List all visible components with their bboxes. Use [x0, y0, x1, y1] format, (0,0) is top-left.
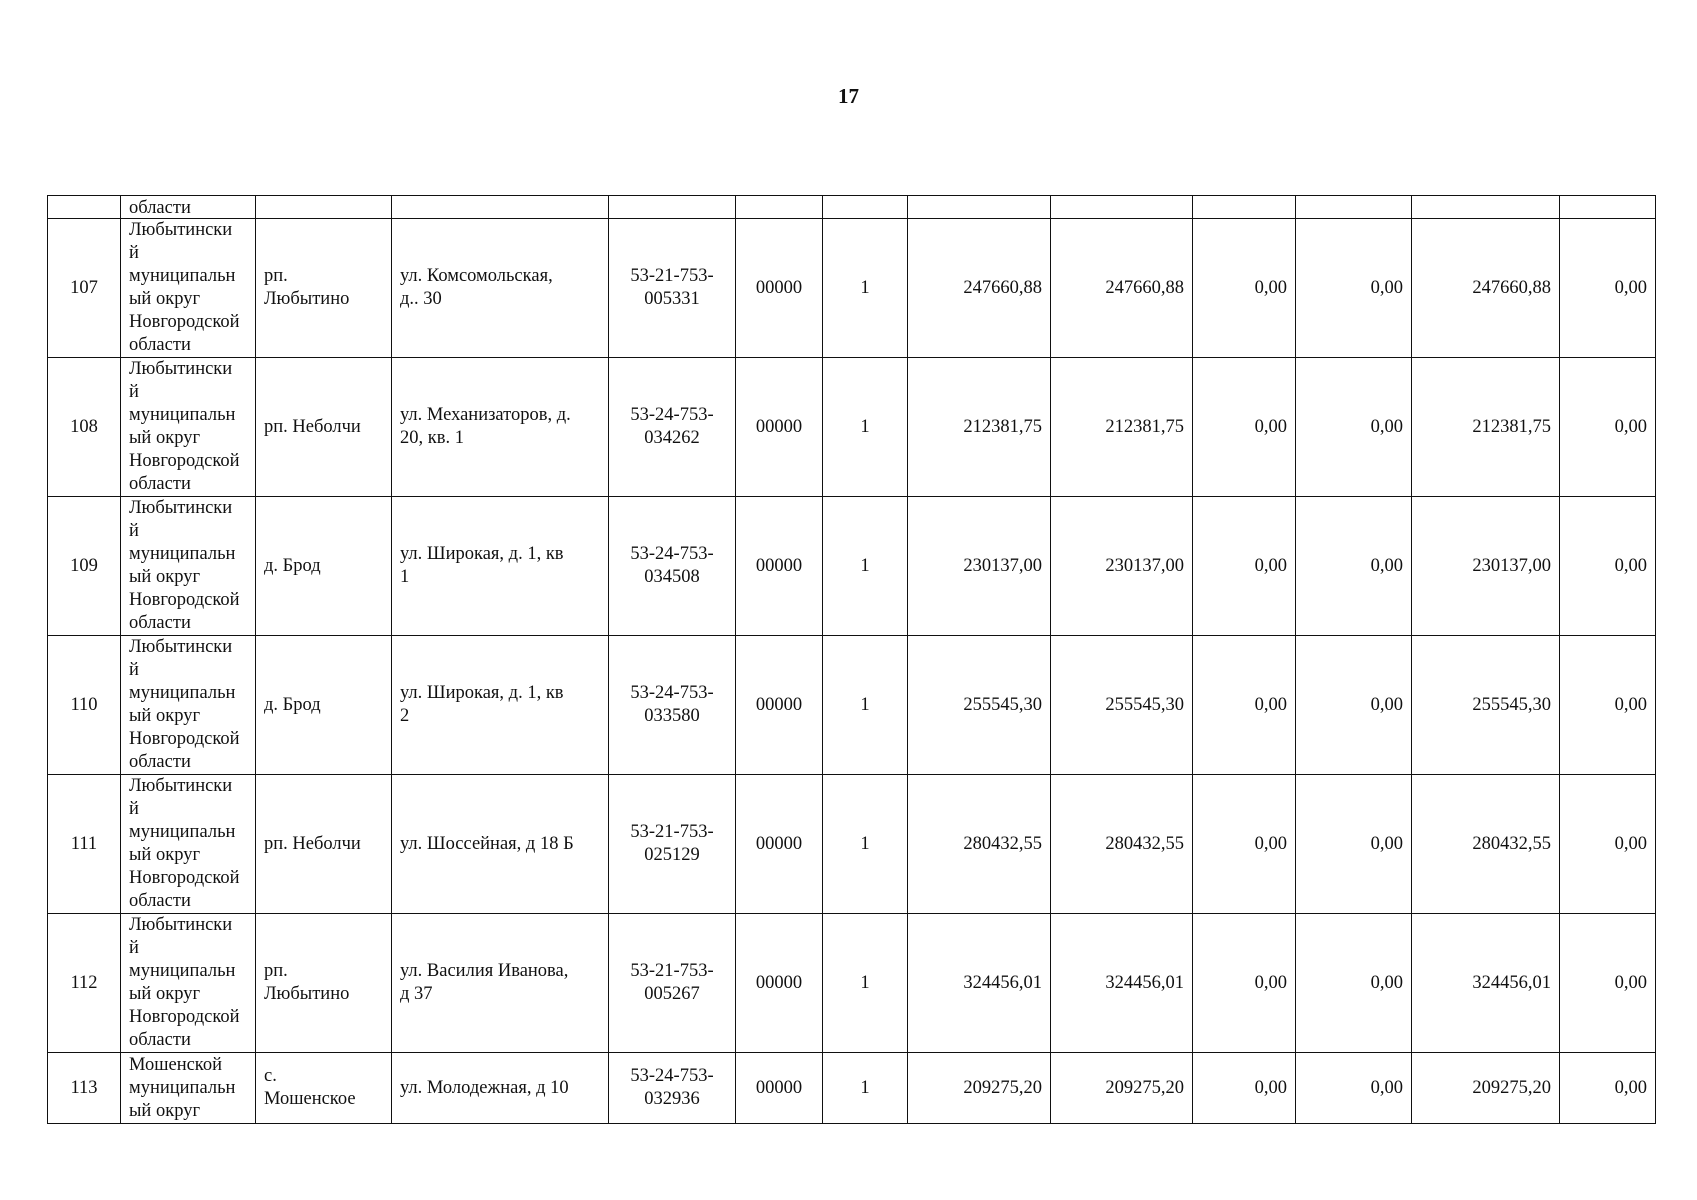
- cell-value-2-text: 230137,00: [1105, 555, 1184, 576]
- cell-municipality-text: Любытински й муниципальн ый округ Новгородской области: [129, 915, 240, 1050]
- cell-value-1: [908, 1053, 1051, 1124]
- cell-code: [736, 914, 823, 1053]
- cell-value-3: [1193, 358, 1296, 497]
- cell-cadastral-text: 53-24-753- 033580: [630, 683, 714, 726]
- cell-code-text: 00000: [755, 833, 803, 854]
- registry-table: [47, 195, 1656, 1124]
- cell-address: [392, 358, 609, 497]
- cell-count: [823, 358, 908, 497]
- cell-num: [48, 219, 121, 358]
- cell-value-6: [1560, 219, 1656, 358]
- cell-locality-text: д. Брод: [264, 694, 321, 715]
- cell-locality-text: рп. Любытино: [264, 266, 350, 309]
- cell-value-3-text: 0,00: [1254, 555, 1287, 576]
- cell-address: [392, 636, 609, 775]
- cell-value-4-text: 0,00: [1370, 1077, 1403, 1098]
- cell-code-text: 00000: [755, 1077, 803, 1098]
- cell-value-1: [908, 636, 1051, 775]
- cell-code-text: 00000: [755, 694, 803, 715]
- cell-value-6: [1560, 196, 1656, 219]
- cell-value-3: [1193, 914, 1296, 1053]
- cell-num: [48, 497, 121, 636]
- cell-value-5: [1412, 219, 1560, 358]
- cell-value-5: [1412, 636, 1560, 775]
- cell-num-text: 111: [70, 833, 98, 854]
- cell-num-text: 109: [70, 555, 98, 576]
- cell-count-text: 1: [860, 1077, 870, 1098]
- cell-value-2: [1051, 914, 1193, 1053]
- cell-municipality-text: Любытински й муниципальн ый округ Новгородской области: [129, 776, 240, 911]
- cell-count: [823, 1053, 908, 1124]
- cell-value-5-text: 247660,88: [1472, 277, 1551, 298]
- cell-value-6: [1560, 775, 1656, 914]
- cell-code: [736, 219, 823, 358]
- cell-count: [823, 914, 908, 1053]
- cell-value-5: [1412, 775, 1560, 914]
- table-row: [48, 914, 1656, 1053]
- cell-count: [823, 196, 908, 219]
- cell-value-5-text: 230137,00: [1472, 555, 1551, 576]
- cell-locality: [256, 1053, 392, 1124]
- cell-address: [392, 775, 609, 914]
- cell-num: [48, 636, 121, 775]
- cell-value-5-text: 255545,30: [1472, 694, 1551, 715]
- cell-cadastral-text: 53-21-753- 025129: [630, 822, 714, 865]
- cell-value-3: [1193, 196, 1296, 219]
- cell-value-3-text: 0,00: [1254, 416, 1287, 437]
- cell-value-3-text: 0,00: [1254, 277, 1287, 298]
- cell-value-4-text: 0,00: [1370, 555, 1403, 576]
- cell-locality: [256, 775, 392, 914]
- cell-count-text: 1: [860, 555, 870, 576]
- cell-value-2: [1051, 358, 1193, 497]
- cell-locality-text: с. Мошенское: [264, 1066, 356, 1109]
- cell-value-4: [1296, 775, 1412, 914]
- cell-count-text: 1: [860, 972, 870, 993]
- cell-municipality: [121, 219, 256, 358]
- cell-cadastral-text: 53-24-753- 034508: [630, 544, 714, 587]
- cell-value-3: [1193, 636, 1296, 775]
- cell-code: [736, 1053, 823, 1124]
- cell-count: [823, 497, 908, 636]
- cell-value-1: [908, 219, 1051, 358]
- cell-address: [392, 1053, 609, 1124]
- cell-count: [823, 636, 908, 775]
- cell-municipality: [121, 358, 256, 497]
- cell-num: [48, 358, 121, 497]
- cell-value-6: [1560, 358, 1656, 497]
- cell-value-6-text: 0,00: [1614, 277, 1647, 298]
- cell-value-3: [1193, 219, 1296, 358]
- cell-value-1-text: 230137,00: [963, 555, 1042, 576]
- cell-count-text: 1: [860, 416, 870, 437]
- cell-value-1-text: 280432,55: [963, 833, 1042, 854]
- cell-value-6-text: 0,00: [1614, 416, 1647, 437]
- cell-code: [736, 775, 823, 914]
- cell-municipality-text: Любытински й муниципальн ый округ Новгородской области: [129, 498, 240, 633]
- cell-locality: [256, 636, 392, 775]
- table-row: [48, 636, 1656, 775]
- cell-municipality: [121, 775, 256, 914]
- cell-value-2: [1051, 636, 1193, 775]
- table-row: [48, 497, 1656, 636]
- cell-value-4: [1296, 219, 1412, 358]
- cell-address: [392, 497, 609, 636]
- cell-value-5-text: 209275,20: [1472, 1077, 1551, 1098]
- cell-count: [823, 219, 908, 358]
- cell-code: [736, 497, 823, 636]
- cell-locality: [256, 219, 392, 358]
- cell-value-3: [1193, 775, 1296, 914]
- cell-value-5: [1412, 358, 1560, 497]
- cell-code-text: 00000: [755, 972, 803, 993]
- cell-code: [736, 636, 823, 775]
- cell-num-text: 112: [70, 972, 98, 993]
- cell-address-text: ул. Широкая, д. 1, кв 2: [400, 683, 564, 726]
- cell-value-1-text: 212381,75: [963, 416, 1042, 437]
- cell-value-3: [1193, 497, 1296, 636]
- cell-address: [392, 914, 609, 1053]
- cell-value-5-text: 280432,55: [1472, 833, 1551, 854]
- cell-municipality: [121, 914, 256, 1053]
- cell-value-4-text: 0,00: [1370, 277, 1403, 298]
- table-body: [48, 196, 1656, 1124]
- cell-value-3-text: 0,00: [1254, 694, 1287, 715]
- cell-locality: [256, 196, 392, 219]
- cell-value-6-text: 0,00: [1614, 1077, 1647, 1098]
- table-row: [48, 775, 1656, 914]
- cell-cadastral: [609, 358, 736, 497]
- cell-cadastral: [609, 1053, 736, 1124]
- cell-value-5: [1412, 914, 1560, 1053]
- cell-value-4-text: 0,00: [1370, 972, 1403, 993]
- cell-value-4: [1296, 358, 1412, 497]
- page-number: 17: [838, 84, 859, 108]
- cell-value-1: [908, 358, 1051, 497]
- cell-cadastral: [609, 497, 736, 636]
- cell-count-text: 1: [860, 694, 870, 715]
- cell-value-4-text: 0,00: [1370, 833, 1403, 854]
- table-row: [48, 219, 1656, 358]
- cell-code-text: 00000: [755, 555, 803, 576]
- cell-locality-text: рп. Любытино: [264, 961, 350, 1004]
- cell-address-text: ул. Василия Иванова, д 37: [400, 961, 569, 1004]
- table-row: [48, 358, 1656, 497]
- cell-locality-text: д. Брод: [264, 555, 321, 576]
- cell-value-5: [1412, 196, 1560, 219]
- cell-value-1: [908, 196, 1051, 219]
- cell-value-4: [1296, 1053, 1412, 1124]
- cell-value-2-text: 209275,20: [1105, 1077, 1184, 1098]
- cell-value-2-text: 280432,55: [1105, 833, 1184, 854]
- cell-value-6-text: 0,00: [1614, 694, 1647, 715]
- cell-value-4: [1296, 636, 1412, 775]
- cell-value-2: [1051, 1053, 1193, 1124]
- cell-value-2-text: 255545,30: [1105, 694, 1184, 715]
- cell-municipality-text: Любытински й муниципальн ый округ Новгородской области: [129, 637, 240, 772]
- cell-value-2: [1051, 219, 1193, 358]
- cell-value-4-text: 0,00: [1370, 416, 1403, 437]
- continuation-row: [48, 196, 1656, 219]
- cell-value-4: [1296, 196, 1412, 219]
- cell-value-2: [1051, 196, 1193, 219]
- cell-address: [392, 219, 609, 358]
- cell-value-5-text: 212381,75: [1472, 416, 1551, 437]
- cell-code: [736, 358, 823, 497]
- cell-value-4-text: 0,00: [1370, 694, 1403, 715]
- cell-num: [48, 914, 121, 1053]
- cell-municipality-text: Любытински й муниципальн ый округ Новгородской области: [129, 220, 240, 355]
- cell-count: [823, 775, 908, 914]
- cell-address: [392, 196, 609, 219]
- cell-count-text: 1: [860, 833, 870, 854]
- cell-count-text: 1: [860, 277, 870, 298]
- cell-num: [48, 1053, 121, 1124]
- cell-value-6: [1560, 1053, 1656, 1124]
- cell-locality-text: рп. Неболчи: [264, 833, 361, 854]
- cell-value-2: [1051, 775, 1193, 914]
- cell-value-2-text: 247660,88: [1105, 277, 1184, 298]
- cell-value-1-text: 255545,30: [963, 694, 1042, 715]
- cell-value-6: [1560, 497, 1656, 636]
- cell-address-text: ул. Молодежная, д 10: [400, 1077, 569, 1098]
- cell-num-text: 113: [70, 1077, 98, 1098]
- cell-address-text: ул. Шоссейная, д 18 Б: [400, 833, 574, 854]
- table-row: [48, 1053, 1656, 1124]
- cell-value-1-text: 209275,20: [963, 1077, 1042, 1098]
- cell-value-3: [1193, 1053, 1296, 1124]
- cell-code-text: 00000: [755, 416, 803, 437]
- cell-locality: [256, 497, 392, 636]
- cell-value-3-text: 0,00: [1254, 833, 1287, 854]
- cell-value-1-text: 324456,01: [963, 972, 1042, 993]
- cell-address-text: ул. Широкая, д. 1, кв 1: [400, 544, 564, 587]
- cell-value-4: [1296, 914, 1412, 1053]
- cell-locality: [256, 914, 392, 1053]
- cell-municipality: [121, 1053, 256, 1124]
- cell-cadastral-text: 53-24-753- 032936: [630, 1066, 714, 1109]
- cell-locality-text: рп. Неболчи: [264, 416, 361, 437]
- cell-value-4: [1296, 497, 1412, 636]
- cell-municipality-text: Любытински й муниципальн ый округ Новгородской области: [129, 359, 240, 494]
- cell-cadastral: [609, 636, 736, 775]
- cell-cadastral: [609, 775, 736, 914]
- cell-municipality: [121, 636, 256, 775]
- cell-value-6-text: 0,00: [1614, 833, 1647, 854]
- cell-code-text: 00000: [755, 277, 803, 298]
- cell-value-6-text: 0,00: [1614, 972, 1647, 993]
- cell-value-1: [908, 775, 1051, 914]
- cell-value-1: [908, 497, 1051, 636]
- cell-value-5: [1412, 1053, 1560, 1124]
- cell-cadastral-text: 53-24-753- 034262: [630, 405, 714, 448]
- cell-cadastral: [609, 914, 736, 1053]
- cell-municipality-text: Мошенской муниципальн ый округ: [129, 1054, 236, 1121]
- cell-value-1: [908, 914, 1051, 1053]
- cell-locality: [256, 358, 392, 497]
- cell-value-6-text: 0,00: [1614, 555, 1647, 576]
- cell-cadastral-text: 53-21-753- 005267: [630, 961, 714, 1004]
- cell-value-6: [1560, 914, 1656, 1053]
- cell-municipality: [121, 497, 256, 636]
- cell-num: [48, 775, 121, 914]
- cell-num-text: 110: [70, 694, 98, 715]
- cell-num-text: 108: [70, 416, 98, 437]
- cell-value-5-text: 324456,01: [1472, 972, 1551, 993]
- cell-num-text: 107: [70, 277, 98, 298]
- cell-value-5: [1412, 497, 1560, 636]
- cell-cadastral: [609, 219, 736, 358]
- cell-value-1-text: 247660,88: [963, 277, 1042, 298]
- cell-value-6: [1560, 636, 1656, 775]
- cell-address-text: ул. Комсомольская, д.. 30: [400, 266, 553, 309]
- cell-value-2-text: 324456,01: [1105, 972, 1184, 993]
- cell-value-2: [1051, 497, 1193, 636]
- cell-address-text: ул. Механизаторов, д. 20, кв. 1: [400, 405, 571, 448]
- cell-cadastral: [609, 196, 736, 219]
- cell-value-3-text: 0,00: [1254, 1077, 1287, 1098]
- cell-value-3-text: 0,00: [1254, 972, 1287, 993]
- cell-cadastral-text: 53-21-753- 005331: [630, 266, 714, 309]
- cell-municipality: области: [121, 196, 256, 219]
- cell-value-2-text: 212381,75: [1105, 416, 1184, 437]
- cell-num: [48, 196, 121, 219]
- cell-code: [736, 196, 823, 219]
